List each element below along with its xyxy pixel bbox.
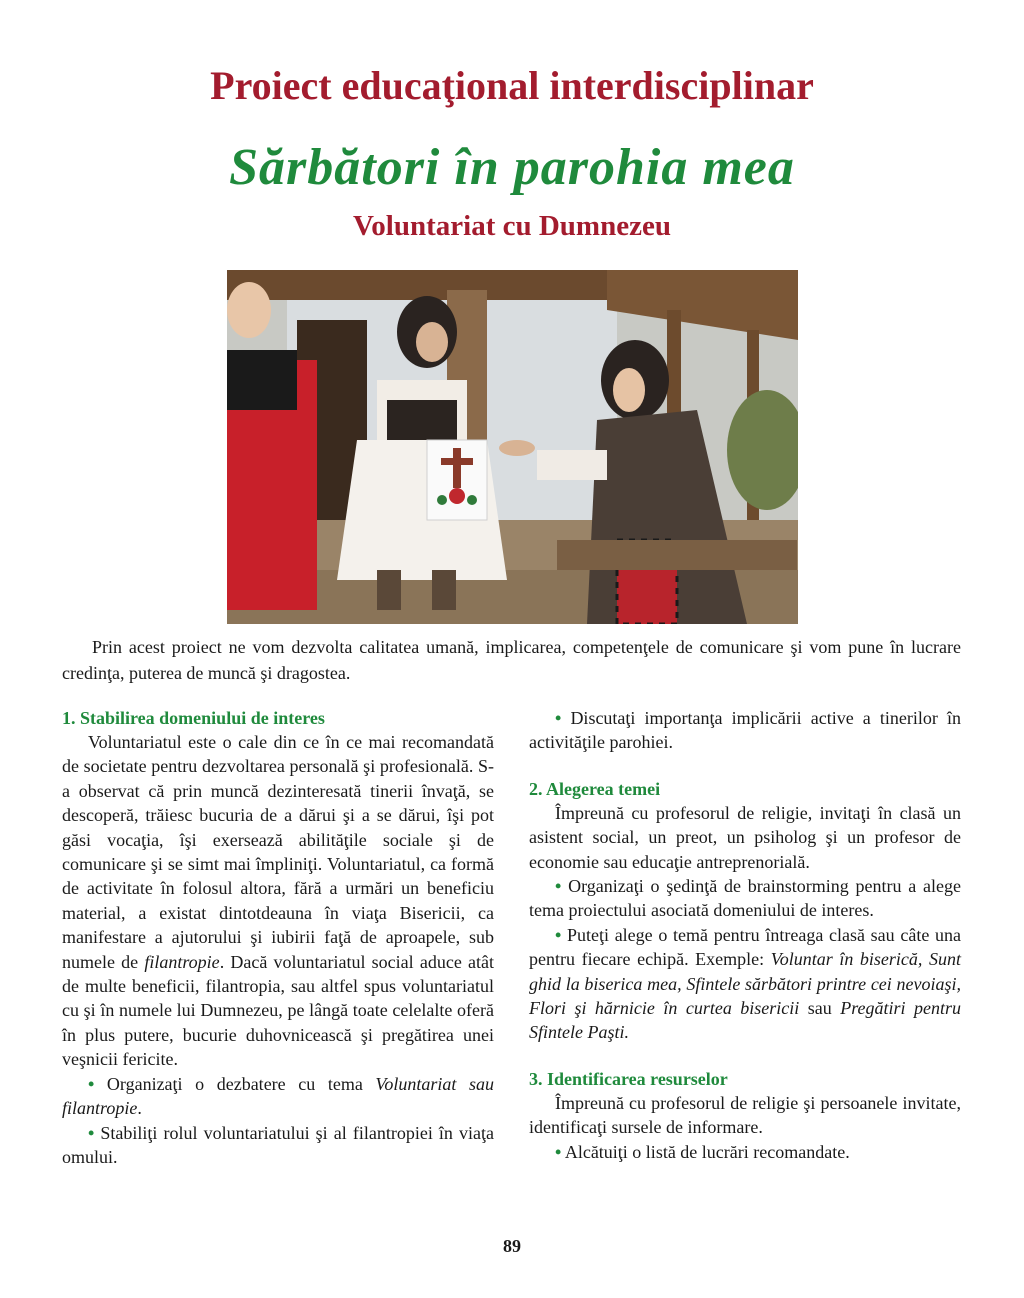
bullet-icon: • (88, 1122, 95, 1143)
bullet-icon: • (555, 708, 562, 728)
bullet-item (529, 706, 961, 755)
bullet-icon: • (555, 876, 562, 897)
bullet-item (62, 1121, 494, 1170)
photo-illustration (227, 270, 798, 624)
bullet-text-mid: sau (799, 998, 841, 1019)
spacer (529, 1045, 961, 1067)
bullet-italic-end: Pregătiri pentru Sfintele Paşti. (529, 998, 961, 1043)
paragraph-text-end: . Dacă voluntariatul social aduce atât de multe beneficii, filantropia, sau altfel spus voluntariatul cu şi în numele lui Dumnezeu, pe lângă toate celelalte oferă în plus putere, bucurie duhovnicească şi pregătirea unei veşnicii fericite. (62, 951, 494, 1070)
paragraph-italic: filantropie (144, 951, 220, 972)
bullet-end: . (137, 1098, 142, 1119)
section-3-heading: 3. Identificarea resurselor (529, 1068, 728, 1089)
bullet-text: Stabiliţi rolul voluntariatului şi al filantropiei în viaţa omului. (62, 1122, 494, 1167)
section-2-heading: 2. Alegerea temei (529, 778, 661, 799)
paragraph-text: Voluntariatul este o cale din ce în ce mai recomandată de societate pentru dezvoltarea personală şi profesională. S-a observat că prin muncă dezinteresată tinerii învaţă, se descoperă, trăiesc bucuria de a dărui şi a se dărui, îşi pot găsi vocaţia, îşi exersează abilităţile sociale şi de comunicare şi se simt mai împliniţi. Voluntariatul, ca formă de activitate în folosul altora, fără a urmări un beneficiu material, a existat dintotdeauna în viaţa Bisericii, ca manifestare a ajutorului şi iubirii faţă de aproapele, sub numele de (62, 732, 494, 972)
bullet-italic: Voluntariat sau filantropie (62, 1073, 495, 1119)
bullet-item (529, 874, 961, 923)
left-column (62, 706, 494, 1169)
project-name: Sărbători în parohia mea (229, 139, 795, 196)
bullet-icon: • (88, 1073, 95, 1094)
right-column (529, 706, 961, 1164)
section-2-paragraph: Împreună cu profesorul de religie, invitaţi în clasă un asistent social, un preot, un psiholog şi un profesor de economie sau educaţie antreprenorială. (529, 802, 961, 872)
intro-paragraph: Prin acest proiect ne vom dezvolta calitatea umană, implicarea, competenţele de comunicare şi vom pune în lucrare credinţa, puterea de muncă şi dragostea. (62, 637, 961, 683)
bullet-item (529, 923, 961, 1045)
section-1-paragraph (62, 730, 494, 1072)
bullet-text: Puteţi alege o temă pentru întreaga clasă sau câte una pentru fiecare echipă. Exemple: (529, 924, 961, 970)
bullet-item (62, 1072, 494, 1121)
bullet-icon: • (555, 1141, 562, 1162)
bullet-icon: • (555, 924, 562, 945)
bullet-item (529, 1140, 961, 1164)
photo-women-folk-costume (227, 270, 798, 624)
project-subtitle: Voluntariat cu Dumnezeu (353, 210, 671, 242)
bullet-text: Alcătuiţi o listă de lucrări recomandate. (564, 1141, 850, 1162)
spacer (529, 755, 961, 777)
bullet-text: Discutaţi importanţa implicării active a tinerilor în activităţile parohiei. (529, 708, 962, 753)
bullet-text: Organizaţi o şedinţă de brainstorming pentru a alege tema proiectului asociată domeniului de interes. (529, 876, 962, 921)
bullet-italic: Voluntar în biserică, Sunt ghid la biserica mea, Sfintele sărbători printre cei nevoiaşi, Flori şi hărnicie în curtea bisericii (529, 949, 961, 1019)
section-1-heading: 1. Stabilirea domeniului de interes (62, 708, 325, 728)
bullet-text: Organizaţi o dezbatere cu tema (106, 1073, 376, 1094)
page-title: Proiect educaţional interdisciplinar (210, 63, 814, 108)
section-3-paragraph: Împreună cu profesorul de religie şi persoanele invitate, identificaţi sursele de informare. (529, 1092, 961, 1138)
page-number: 89 (503, 1236, 521, 1256)
